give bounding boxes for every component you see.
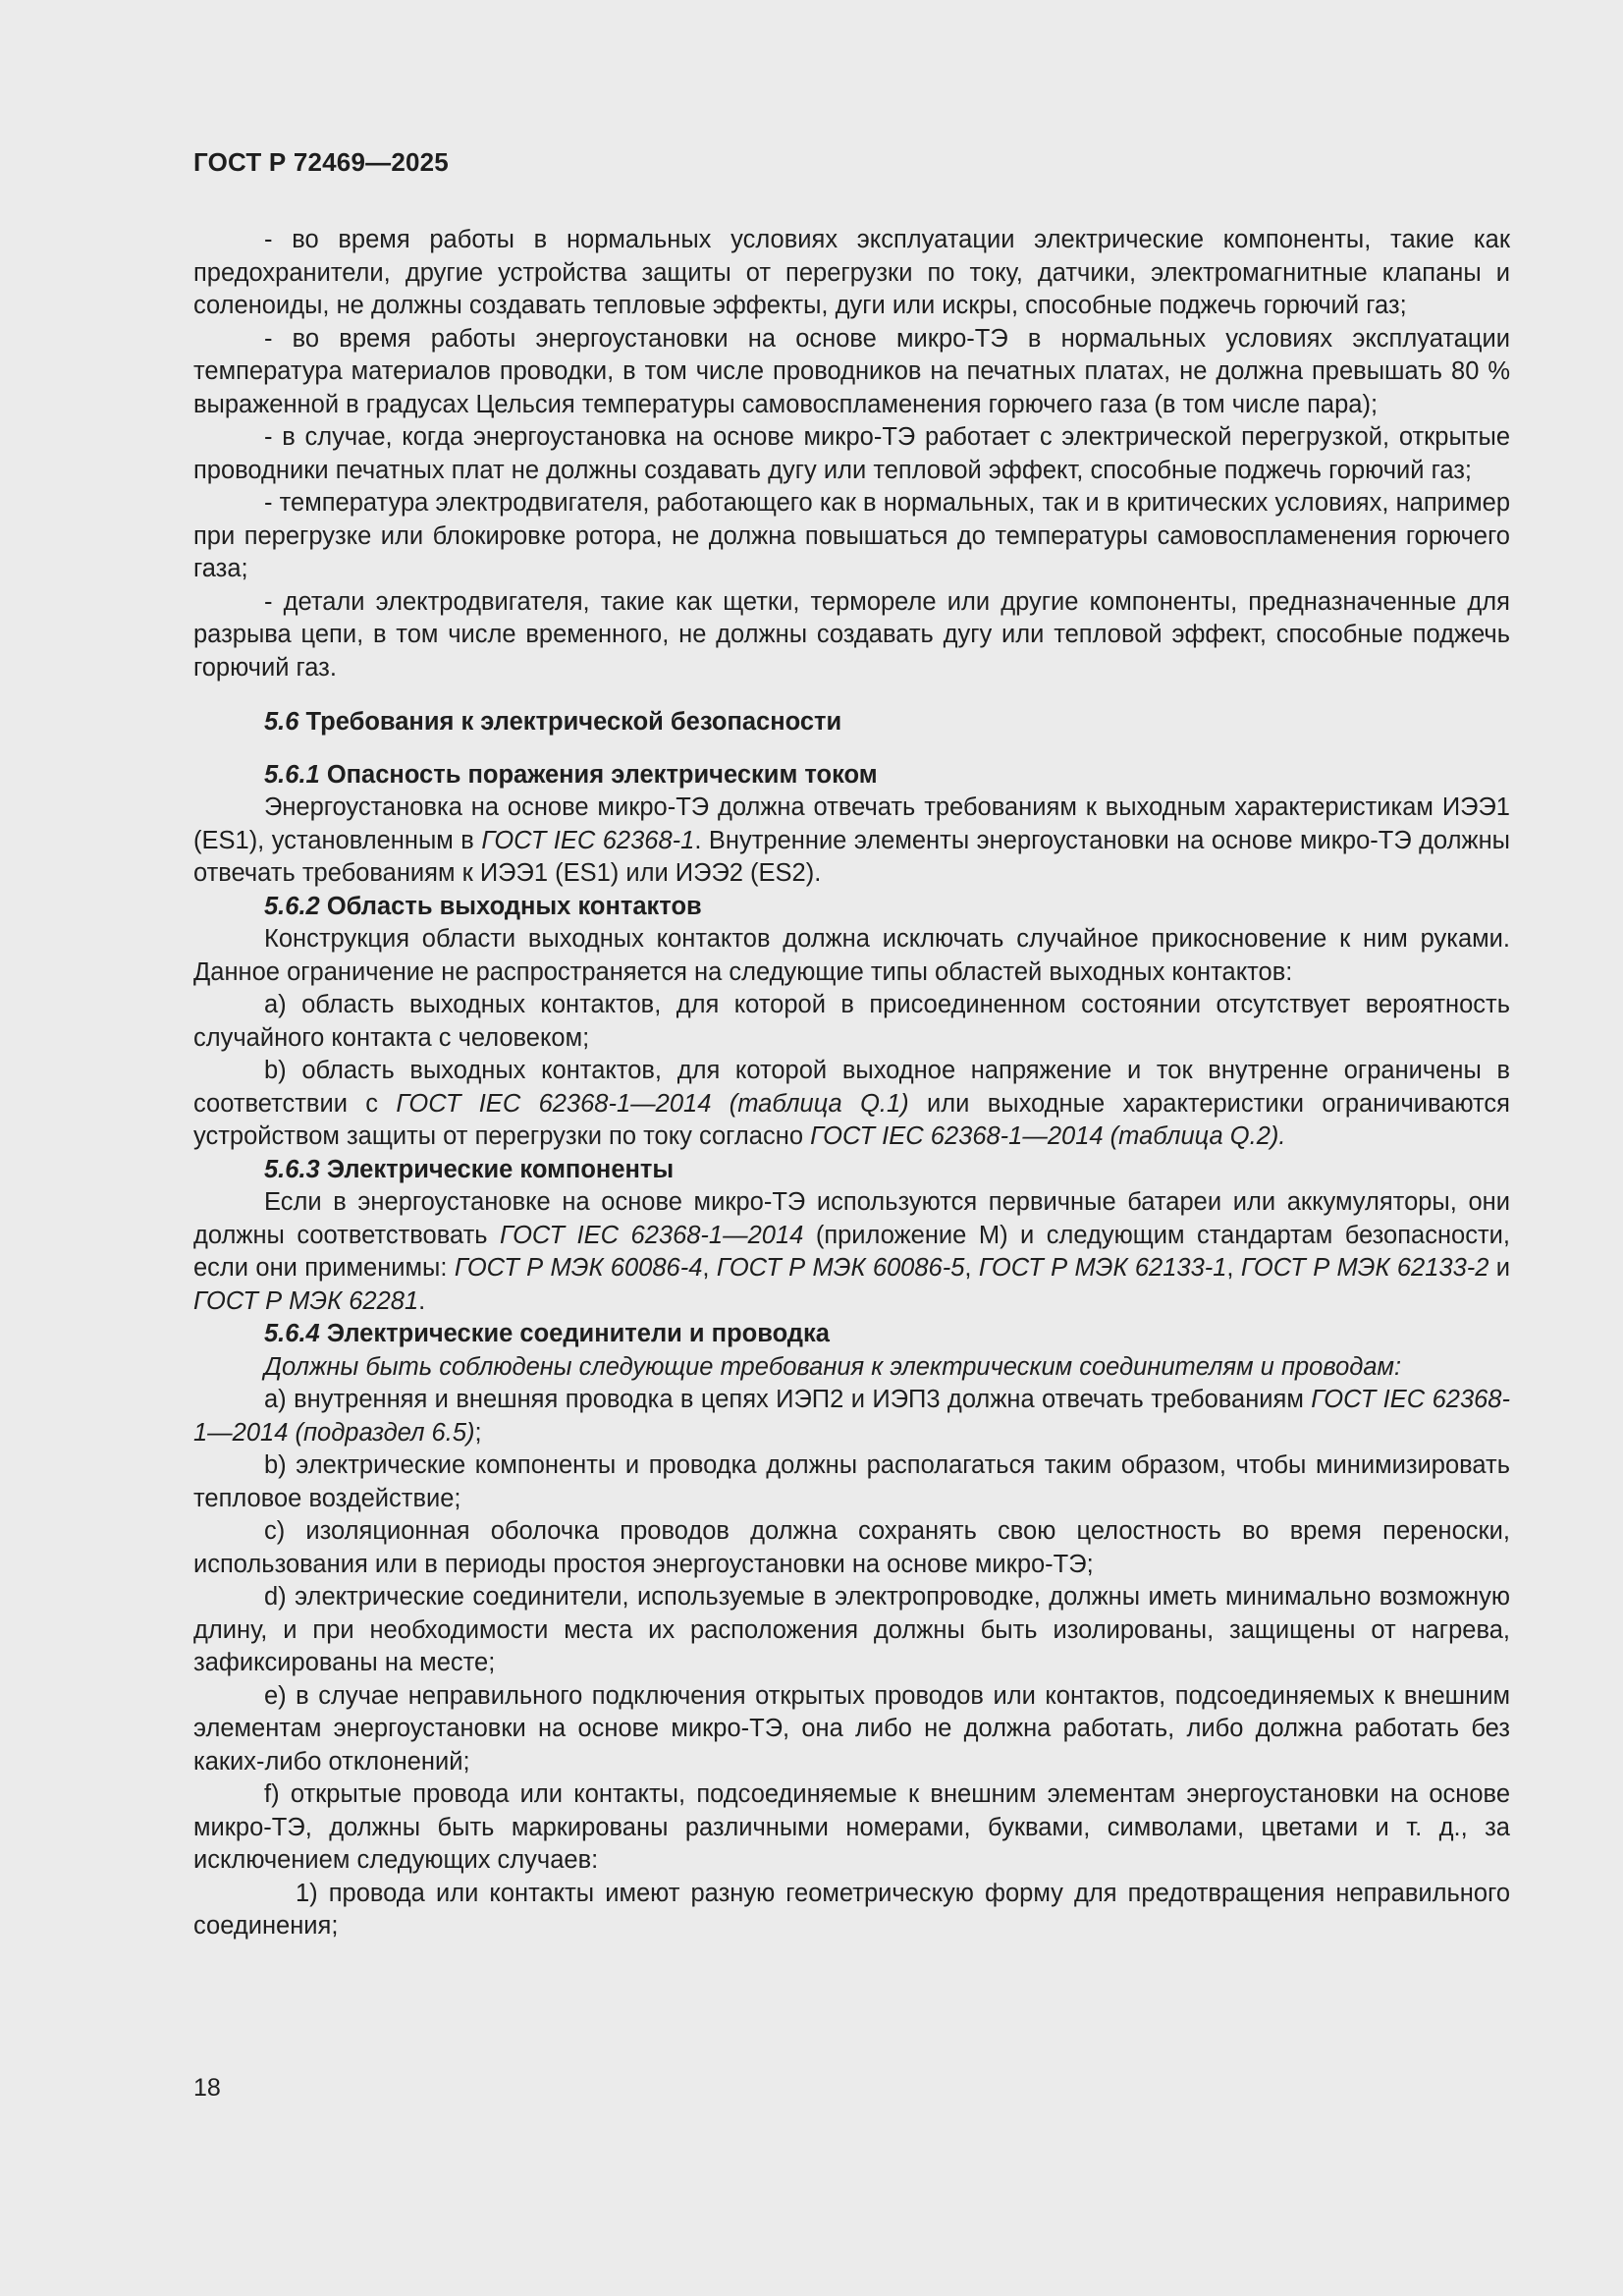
text: а) внутренняя и внешняя проводка в цепях ИЭП2 и ИЭП3 должна отвечать требованиям [264,1386,1312,1413]
bullet-item: - во время работы в нормальных условиях эксплуатации электрические компоненты, такие как предохранители, другие устройства защиты от перегрузки по току, датчики, электромагнитные клапаны и соленоиды, не должны создавать тепловые эффекты, дуги или искры, способные поджечь горючий газ; [193,226,1510,319]
standard-reference: ГОСТ Р МЭК 62281 [193,1286,419,1315]
list-item-d: d) электрические соединители, используемые в электропроводке, должны иметь минимально возможную длину, и при необходимости места их расположения должны быть изолированы, защищены от нагрева, зафиксированы на месте; [193,1583,1510,1676]
section-heading-5-6-4 [193,1318,1510,1351]
text: ; [474,1418,482,1447]
text: Энергоустановка на основе микро-ТЭ должна отвечать требованиям к выходным характеристикам ИЭЭ1 (ES1), установленным в [193,793,1510,854]
section-title: Опасность поражения электрическим током [326,760,878,789]
text: (приложение М) и следующим стандартам безопасности, если они применимы: [193,1221,1510,1282]
page-number: 18 [193,2074,221,2102]
bullet-item: - температура электродвигателя, работающего как в нормальных, так и в критических условиях, например при перегрузке или блокировке ротора, не должна повышаться до температуры самовоспламенения горючего газа; [193,489,1510,582]
text: . Внутренние элементы энергоустановки на основе микро-ТЭ должны отвечать требованиям к ИЭЭ1 (ES1) или ИЭЭ2 (ES2). [193,826,1510,887]
section-heading-5-6 [193,706,1510,739]
paragraph: Конструкция области выходных контактов должна исключать случайное прикосновение к ним руками. Данное ограничение не распространяется на следующие типы областей выходных контактов: [193,925,1510,986]
bullet-item: - в случае, когда энергоустановка на основе микро-ТЭ работает с электрической перегрузкой, открытые проводники печатных плат не должны создавать дугу или тепловой эффект, способные поджечь горючий газ; [193,423,1510,484]
lead-text: Должны быть соблюдены следующие требования к электрическим соединителям и проводам: [264,1352,1402,1381]
section-title: Область выходных контактов [326,892,702,920]
list-item-c: с) изоляционная оболочка проводов должна сохранять свою целостность во время переноски, использования или в периоды простоя энергоустановки на основе микро-ТЭ; [193,1517,1510,1578]
list-item-b [193,1055,1510,1154]
lead-paragraph [193,1351,1510,1385]
standard-reference: ГОСТ IEC 62368-1 [481,826,695,854]
section-heading-5-6-1 [193,759,1510,793]
text: b) область выходных контактов, для которой выходное напряжение и ток внутренне ограничены в соответствии с [193,1057,1510,1118]
text: . [418,1286,426,1315]
text: , [964,1254,979,1282]
section-number: 5.6.3 [264,1155,320,1183]
standard-reference: ГОСТ IEC 62368-1—2014 [500,1221,804,1249]
section-heading-5-6-2 [193,891,1510,924]
bullet-item: - во время работы энергоустановки на основе микро-ТЭ в нормальных условиях эксплуатации температура материалов проводки, в том числе проводников на печатных платах, не должна превышать 80 % выраженной в градусах Цельсия температуры самовоспламенения горючего газа (в том числе пара); [193,324,1510,418]
section-number: 5.6.1 [264,760,320,789]
list-item-e: е) в случае неправильного подключения открытых проводов или контактов, подсоединяемых к внешним элементам энергоустановки на основе микро-ТЭ, она либо не должна работать, либо должна работать без каких-либо отклонений; [193,1681,1510,1776]
text: Если в энергоустановке на основе микро-ТЭ используются первичные батареи или аккумуляторы, они должны соответствовать [193,1188,1510,1249]
standard-reference: ГОСТ IEC 62368-1—2014 (таблица Q.2). [810,1122,1286,1150]
section-title: Электрические компоненты [326,1155,675,1183]
text: , [702,1254,717,1282]
section-number: 5.6 [264,708,299,736]
standard-reference: ГОСТ IEC 62368-1—2014 (подраздел 6.5) [193,1386,1510,1447]
paragraph [193,1186,1510,1318]
list-item-b: b) электрические компоненты и проводка должны располагаться таким образом, чтобы минимизировать тепловое воздействие; [193,1451,1510,1512]
text: , [1226,1254,1241,1282]
standard-reference: ГОСТ Р МЭК 60086-5 [716,1254,965,1282]
section-heading-5-6-3 [193,1154,1510,1187]
list-subitem-1: 1) провода или контакты имеют разную геометрическую форму для предотвращения неправильного соединения; [193,1879,1510,1940]
standard-reference: ГОСТ Р МЭК 62133-2 [1240,1254,1489,1282]
standard-reference: ГОСТ Р МЭК 62133-1 [978,1254,1227,1282]
text: или выходные характеристики ограничиваются устройством защиты от перегрузки по току согласно [193,1089,1510,1150]
section-number: 5.6.4 [264,1320,320,1347]
text: и [1488,1254,1511,1282]
paragraph [193,792,1510,891]
section-title: Требования к электрической безопасности [305,708,842,736]
document-body [193,224,1510,1943]
list-item-f: f) открытые провода или контакты, подсоединяемые к внешним элементам энергоустановки на основе микро-ТЭ, должны быть маркированы различными номерами, буквами, символами, цветами и т. д., за исключением следующих случаев: [193,1780,1510,1874]
standard-reference: ГОСТ Р МЭК 60086-4 [454,1254,703,1282]
standard-reference: ГОСТ IEC 62368-1—2014 (таблица Q.1) [396,1089,909,1118]
document-header: ГОСТ Р 72469—2025 [193,147,449,177]
list-item-a [193,1384,1510,1449]
section-number: 5.6.2 [264,892,320,920]
section-title: Электрические соединители и проводка [326,1320,830,1347]
bullet-item: - детали электродвигателя, такие как щетки, термореле или другие компоненты, предназначенные для разрыва цепи, в том числе временного, не должны создавать дугу или тепловой эффект, способные поджечь горючий газ. [193,587,1510,682]
list-item-a: а) область выходных контактов, для которой в присоединенном состоянии отсутствует вероятность случайного контакта с человеком; [193,991,1510,1052]
